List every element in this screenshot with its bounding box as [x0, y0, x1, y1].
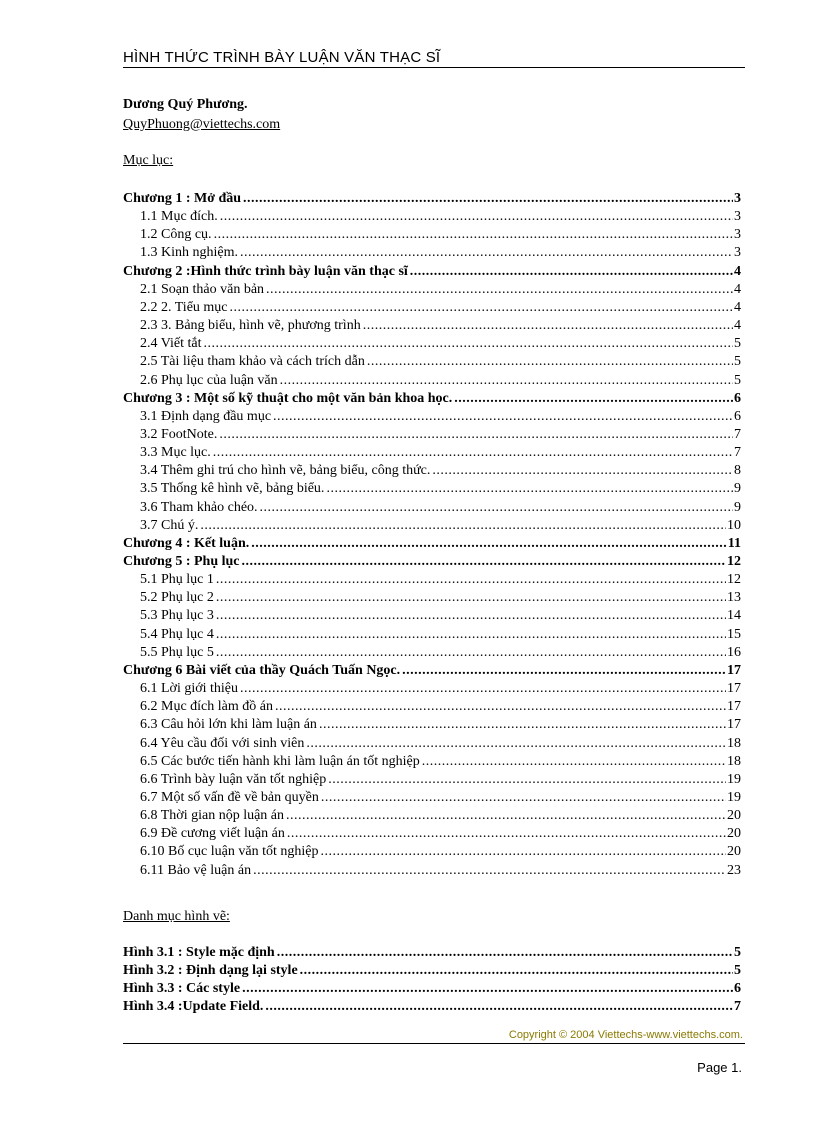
entry-title: 3.5 Thống kê hình vẽ, bảng biểu. [140, 481, 325, 497]
toc-section-entry[interactable] [140, 716, 741, 734]
entry-page-number: 9 [734, 499, 741, 515]
dot-leader [319, 716, 726, 734]
entry-title: 2.5 Tài liệu tham khảo và cách trích dẫn [140, 354, 365, 370]
toc-chapter-entry[interactable] [123, 553, 741, 571]
entry-title: 2.4 Viết tắt [140, 336, 202, 352]
toc-section-entry[interactable] [140, 335, 741, 353]
entry-page-number: 19 [727, 789, 741, 805]
entry-title: 6.1 Lời giới thiệu [140, 681, 239, 697]
entry-page-number: 19 [727, 771, 741, 787]
entry-title: 2.3 3. Bảng biểu, hình vẽ, phương trình [140, 318, 361, 334]
toc-section-entry[interactable] [140, 843, 741, 861]
entry-page-number: 16 [727, 644, 741, 660]
dot-leader [280, 372, 733, 390]
toc-chapter-entry[interactable] [123, 998, 741, 1016]
toc-section-entry[interactable] [140, 372, 741, 390]
toc-section-entry[interactable] [140, 480, 741, 498]
toc-section-entry[interactable] [140, 789, 741, 807]
entry-page-number: 7 [734, 426, 741, 442]
entry-page-number: 3 [734, 209, 741, 225]
toc-section-entry[interactable] [140, 698, 741, 716]
dot-leader [219, 426, 733, 444]
entry-page-number: 14 [727, 608, 741, 624]
entry-page-number: 20 [727, 844, 741, 860]
dot-leader [410, 263, 733, 281]
dot-leader [326, 480, 733, 498]
dot-leader [273, 408, 733, 426]
entry-title: 3.2 FootNote. [140, 426, 218, 442]
entry-title: 6.10 Bố cục luận văn tốt nghiệp [140, 844, 319, 860]
entry-title: 6.3 Câu hỏi lớn khi làm luận án [140, 717, 317, 733]
dot-leader [306, 735, 726, 753]
toc-chapter-entry[interactable] [123, 190, 741, 208]
toc-section-entry[interactable] [140, 607, 741, 625]
entry-title: Chương 6 Bài viết của thầy Quách Tuấn Ngọc. [123, 662, 401, 678]
toc-section-entry[interactable] [140, 680, 741, 698]
dot-leader [320, 843, 726, 861]
entry-title: 3.6 Tham khảo chéo. [140, 499, 258, 515]
toc-section-entry[interactable] [140, 462, 741, 480]
toc-section-entry[interactable] [140, 281, 741, 299]
dot-leader [275, 698, 726, 716]
entry-page-number: 15 [727, 626, 741, 642]
entry-title: 3.1 Định dạng đầu mục [140, 408, 272, 424]
entry-page-number: 7 [734, 999, 741, 1015]
toc-section-entry[interactable] [140, 626, 741, 644]
footer-divider [123, 1043, 745, 1044]
dot-leader [253, 862, 726, 880]
entry-title: Chương 2 :Hình thức trình bày luận văn thạc sĩ [123, 263, 408, 279]
page-header-title: HÌNH THỨC TRÌNH BÀY LUẬN VĂN THẠC SĨ [123, 48, 745, 68]
entry-page-number: 10 [727, 517, 741, 533]
entry-title: 1.1 Mục đích. [140, 209, 218, 225]
page-number: Page 1. [697, 1060, 742, 1075]
dot-leader [432, 462, 733, 480]
entry-page-number: 5 [734, 336, 741, 352]
dot-leader [454, 390, 733, 408]
dot-leader [213, 444, 733, 462]
author-email-link[interactable]: QuyPhuong@viettechs.com [123, 117, 281, 132]
entry-page-number: 12 [727, 572, 741, 588]
entry-title: 5.3 Phụ lục 3 [140, 608, 214, 624]
entry-page-number: 18 [727, 753, 741, 769]
dot-leader [321, 789, 726, 807]
dot-leader [266, 281, 733, 299]
entry-page-number: 5 [734, 963, 741, 979]
entry-title: 2.2 2. Tiểu mục [140, 299, 228, 315]
entry-page-number: 9 [734, 481, 741, 497]
entry-title: 1.3 Kinh nghiệm. [140, 245, 238, 261]
figures-heading: Danh mục hình vẽ: [123, 909, 230, 924]
dot-leader [251, 535, 727, 553]
entry-title: 6.8 Thời gian nộp luận án [140, 808, 285, 824]
dot-leader [402, 662, 726, 680]
entry-title: Chương 3 : Một số kỹ thuật cho một văn bản khoa học. [123, 390, 453, 406]
entry-page-number: 4 [734, 299, 741, 315]
toc-section-entry[interactable] [140, 825, 741, 843]
dot-leader [260, 499, 733, 517]
entry-title: 1.2 Công cụ. [140, 227, 212, 243]
entry-title: Hình 3.3 : Các style [123, 981, 241, 997]
entry-title: 6.7 Một số vấn đề về bản quyền [140, 789, 319, 805]
dot-leader [287, 825, 726, 843]
entry-page-number: 4 [734, 263, 741, 279]
entry-title: 6.5 Các bước tiến hành khi làm luận án tốt nghiệp [140, 753, 420, 769]
entry-page-number: 20 [727, 826, 741, 842]
dot-leader [200, 517, 726, 535]
dot-leader [300, 962, 733, 980]
dot-leader [230, 299, 733, 317]
toc-section-entry[interactable] [140, 753, 741, 771]
toc-section-entry[interactable] [140, 644, 741, 662]
dot-leader [204, 335, 733, 353]
entry-page-number: 17 [727, 681, 741, 697]
entry-title: 3.7 Chú ý. [140, 517, 199, 533]
entry-title: Chương 5 : Phụ lục [123, 554, 240, 569]
toc-section-entry[interactable] [140, 517, 741, 535]
entry-page-number: 12 [727, 554, 741, 569]
toc-section-entry[interactable] [140, 299, 741, 317]
entry-page-number: 5 [734, 354, 741, 370]
dot-leader [214, 226, 733, 244]
toc-chapter-entry[interactable] [123, 263, 741, 281]
entry-title: 5.1 Phụ lục 1 [140, 572, 214, 588]
dot-leader [216, 626, 726, 644]
toc-section-entry[interactable] [140, 317, 741, 335]
toc-section-entry[interactable] [140, 226, 741, 244]
entry-page-number: 17 [727, 662, 741, 678]
dot-leader [243, 190, 733, 208]
entry-page-number: 6 [734, 408, 741, 424]
toc-section-entry[interactable] [140, 244, 741, 262]
entry-page-number: 6 [734, 981, 741, 997]
entry-page-number: 5 [734, 945, 741, 960]
entry-title: Chương 4 : Kết luận. [123, 535, 250, 551]
entry-title: Hình 3.4 :Update Field. [123, 999, 264, 1015]
dot-leader [240, 680, 726, 698]
dot-leader [216, 644, 726, 662]
dot-leader [367, 353, 733, 371]
entry-title: 6.6 Trình bày luận văn tốt nghiệp [140, 771, 327, 787]
entry-title: 6.4 Yêu cầu đối với sinh viên [140, 735, 305, 751]
entry-page-number: 4 [734, 281, 741, 297]
toc-section-entry[interactable] [140, 771, 741, 789]
toc-section-entry[interactable] [140, 444, 741, 462]
entry-title: 5.5 Phụ lục 5 [140, 644, 214, 660]
entry-title: 2.6 Phụ lục của luận văn [140, 372, 278, 388]
entry-title: 6.2 Mục đích làm đồ án [140, 699, 273, 715]
dot-leader [216, 607, 726, 625]
toc-section-entry[interactable] [140, 208, 741, 226]
entry-page-number: 6 [734, 390, 741, 406]
toc-chapter-entry[interactable] [123, 662, 741, 680]
entry-title: 5.4 Phụ lục 4 [140, 626, 214, 642]
toc-section-entry[interactable] [140, 807, 741, 825]
toc-section-entry[interactable] [140, 589, 741, 607]
toc-section-entry[interactable] [140, 499, 741, 517]
dot-leader [277, 944, 733, 962]
entry-page-number: 23 [727, 862, 741, 878]
entry-title: 2.1 Soạn thảo văn bản [140, 281, 265, 297]
dot-leader [286, 807, 726, 825]
dot-leader [422, 753, 726, 771]
entry-page-number: 17 [727, 717, 741, 733]
toc-chapter-entry[interactable] [123, 980, 741, 998]
dot-leader [363, 317, 733, 335]
toc-heading: Mục lục: [123, 153, 174, 168]
toc-section-entry[interactable] [140, 735, 741, 753]
entry-title: Hình 3.2 : Định dạng lại style [123, 963, 298, 979]
entry-title: Chương 1 : Mở đầu [123, 191, 242, 206]
entry-title: 6.9 Đề cương viết luận án [140, 826, 285, 842]
dot-leader [265, 998, 733, 1016]
entry-page-number: 8 [734, 463, 741, 479]
dot-leader [216, 571, 726, 589]
toc-section-entry[interactable] [140, 353, 741, 371]
entry-title: 3.4 Thêm ghi trú cho hình vẽ, bảng biểu, công thức. [140, 463, 431, 479]
toc-section-entry[interactable] [140, 408, 741, 426]
entry-page-number: 5 [734, 372, 741, 388]
entry-title: 3.3 Mục lục. [140, 445, 211, 461]
dot-leader [220, 208, 733, 226]
toc-section-entry[interactable] [140, 426, 741, 444]
entry-title: 6.11 Bảo vệ luận án [140, 862, 252, 878]
toc-chapter-entry[interactable] [123, 962, 741, 980]
copyright-notice: Copyright © 2004 Viettechs-www.viettechs.com. [508, 1029, 743, 1041]
entry-page-number: 4 [734, 318, 741, 334]
entry-page-number: 11 [727, 535, 741, 551]
toc-chapter-entry[interactable] [123, 535, 741, 553]
entry-page-number: 7 [734, 445, 741, 461]
entry-page-number: 17 [727, 699, 741, 715]
toc-section-entry[interactable] [140, 571, 741, 589]
entry-page-number: 3 [734, 227, 741, 243]
dot-leader [242, 553, 726, 571]
entry-page-number: 18 [727, 735, 741, 751]
entry-title: 5.2 Phụ lục 2 [140, 590, 214, 606]
entry-page-number: 20 [727, 808, 741, 824]
toc-chapter-entry[interactable] [123, 390, 741, 408]
entry-page-number: 13 [727, 590, 741, 606]
entry-page-number: 3 [734, 191, 741, 206]
toc-chapter-entry[interactable] [123, 944, 741, 962]
entry-page-number: 3 [734, 245, 741, 261]
dot-leader [240, 244, 733, 262]
entry-title: Hình 3.1 : Style mặc định [123, 945, 275, 960]
dot-leader [216, 589, 726, 607]
author-name: Dương Quý Phương. [123, 97, 248, 112]
toc-section-entry[interactable] [140, 862, 741, 880]
dot-leader [242, 980, 733, 998]
dot-leader [328, 771, 726, 789]
